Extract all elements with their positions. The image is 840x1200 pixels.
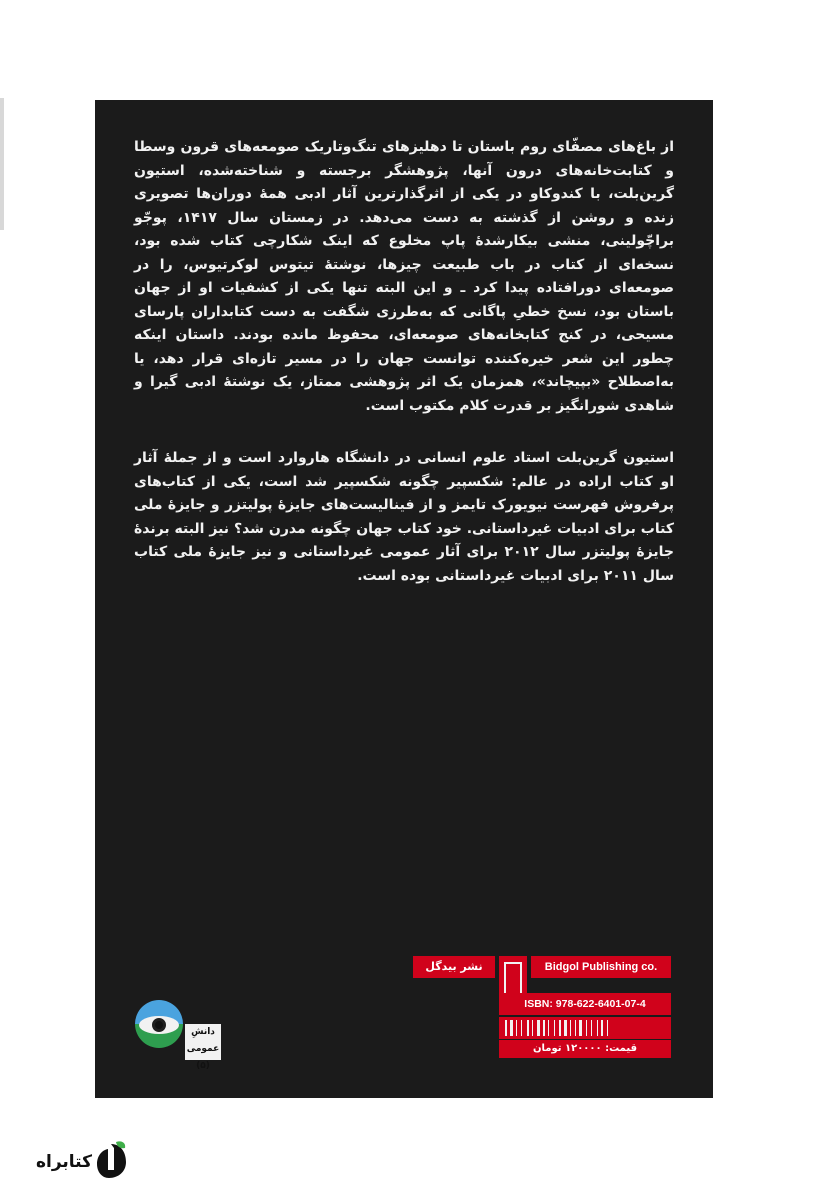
- barcode-bar: [516, 1020, 517, 1036]
- barcode-bar: [527, 1020, 529, 1036]
- barcode-bar: [543, 1020, 545, 1036]
- page-edge-shadow: [0, 98, 4, 230]
- ketabrah-brand-text: کتابراه: [35, 1152, 92, 1172]
- series-name: دانشِ عمومی: [186, 1027, 220, 1054]
- barcode-bar: [559, 1020, 561, 1036]
- book-back-cover: [95, 100, 713, 1098]
- barcode-bar: [601, 1020, 603, 1036]
- publisher-name-fa: نشر بیدگل: [413, 956, 495, 978]
- author-bio-paragraph: استیون گرین‌بلت استاد علوم انسانی در دانشگاه هاروارد است و از جملهٔ آثار او کتاب اراده در عالم: شکسپیر چگونه شکسپیر شد است، یکی از کتاب‌های پرفروش فهرست نیویورک تایمز و از فینالیست‌های جایزهٔ پولیتزر و جایزهٔ ملی کتاب برای ادبیات غیرداستانی. خود کتاب جهان چگونه مدرن شد؟ نیز البته برندهٔ جایزهٔ پولیتزر سال ۲۰۱۲ برای آثار عمومی غیرداستانی و نیز جایزهٔ ملی کتاب سال ۲۰۱۱ برای ادبیات غیرداستانی بوده است.: [134, 450, 674, 584]
- barcode-bar: [537, 1020, 540, 1036]
- publisher-name-en: Bidgol Publishing co.: [531, 956, 671, 978]
- publisher-block: [413, 956, 671, 1060]
- eye-icon: [135, 1000, 183, 1048]
- ketabrah-logo[interactable]: [34, 1138, 134, 1184]
- barcode-bar: [591, 1020, 592, 1036]
- barcode-bar: [510, 1020, 513, 1036]
- barcode-bar: [597, 1020, 598, 1036]
- price-label: قیمت: ۱۲۰۰۰۰ تومان: [499, 1040, 671, 1058]
- series-number: (۵): [196, 1061, 210, 1071]
- isbn-label: ISBN: 978-622-6401-07-4: [499, 993, 671, 1015]
- series-badge: [135, 1000, 285, 1070]
- barcode-bar: [586, 1020, 587, 1036]
- barcode-bar: [554, 1020, 555, 1036]
- blurb-paragraph-1: از باغ‌های مصفّای روم باستان تا دهلیزهای تنگ‌وتاریک صومعه‌های قرون وسطا و کتابت‌خانه‌های درون آنها، پژوهشگر برجسته و شناخته‌شده، استیون گرین‌بلت، با کندوکاو در یکی از اثرگذارترین آثار ادبی همهٔ دوران‌ها تصویری زنده و روشن از گذشته به دست می‌دهد. در زمستان سال ۱۴۱۷، پوجّو براچّولینی، منشی بیکارشدهٔ پاپ مخلوع که اینک شکارچی کتاب شده بود، نسخه‌ای از کتاب در باب طبیعت چیزها، نوشتهٔ تیتوس لوکرتیوس، را در صومعه‌ای دورافتاده پیدا کرد ـ و این البته تنها یکی از کشفیات او از جهان باستان بود، نسخ خطیِ پاگانی که به‌طرزی شگفت به دست کتابداران پارسای مسیحی، در کنج کتابخانه‌های صومعه‌ای، محفوظ مانده بودند. داستان اینکه چطور این شعر خیره‌کننده توانست جهان را در مسیر تازه‌ای قرار دهد، یا به‌اصطلاح «بپیچاند»، همزمان یک اثر پژوهشی ممتاز، یک نوشتهٔ ادبی گیرا و شاهدی شورانگیز بر قدرت کلام مکتوب است.: [134, 139, 674, 414]
- barcode-bar: [607, 1020, 608, 1036]
- barcode: [499, 1017, 671, 1039]
- barcode-bar: [579, 1020, 582, 1036]
- barcode-bar: [532, 1020, 533, 1036]
- barcode-bar: [505, 1020, 507, 1036]
- barcode-bar: [564, 1020, 567, 1036]
- series-label: [185, 1024, 221, 1071]
- barcode-bar: [521, 1020, 522, 1036]
- barcode-bar: [548, 1020, 549, 1036]
- leaf-icon: [94, 1140, 128, 1180]
- barcode-bar: [575, 1020, 576, 1036]
- barcode-bar: [570, 1020, 571, 1036]
